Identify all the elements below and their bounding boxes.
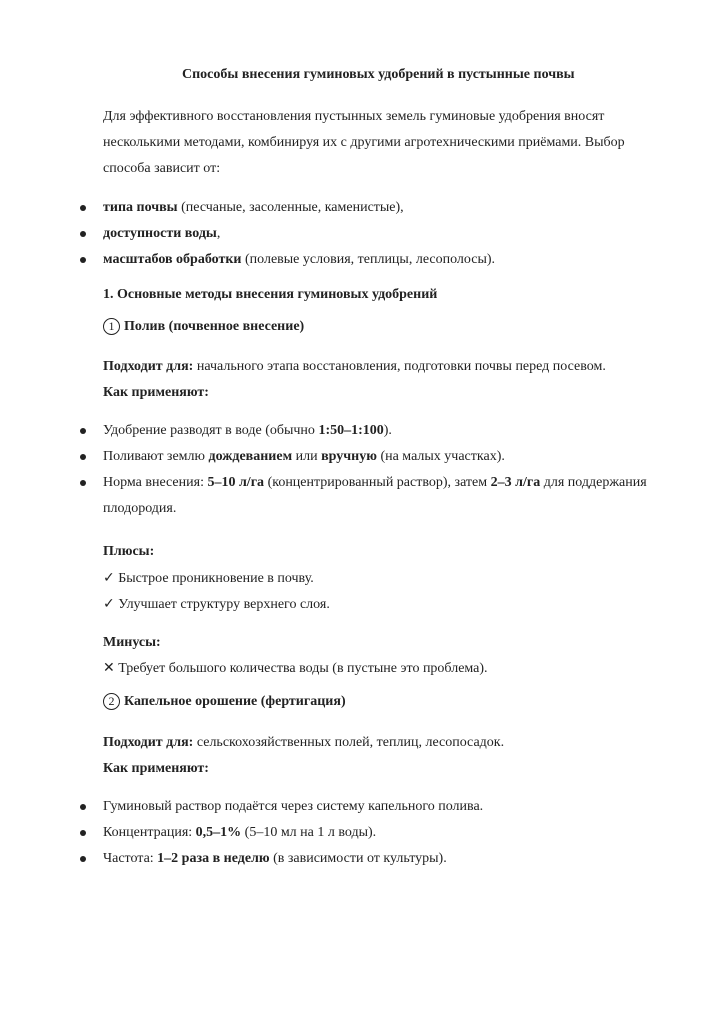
check-icon: ✓ (103, 570, 115, 586)
bullet-dot (80, 830, 86, 836)
factor-item: доступности воды, (103, 226, 221, 241)
document-title: Способы внесения гуминовых удобрений в пустынные почвы (182, 67, 575, 82)
bullet-dot (80, 856, 86, 862)
factor-item: масштабов обработки (полевые условия, теплицы, лесополосы). (103, 252, 496, 267)
intro-line-2: несколькими методами, комбинируя их с другими агротехническими приёмами. Выбор (103, 135, 625, 150)
intro-line-1: Для эффективного восстановления пустынных земель гуминовые удобрения вносят (103, 109, 605, 124)
method-1-step-continuation: плодородия. (103, 501, 177, 516)
method-1-step: Норма внесения: 5–10 л/га (концентрированный раствор), затем 2–3 л/га для поддержания (103, 475, 647, 490)
method-1-step: Поливают землю дождеванием или вручную (на малых участках). (103, 449, 505, 464)
bullet-dot (80, 454, 86, 460)
pros-label: Плюсы: (103, 544, 155, 559)
check-icon: ✓ (103, 596, 115, 612)
factor-item: типа почвы (песчаные, засоленные, каменистые), (103, 200, 404, 215)
bullet-dot (80, 804, 86, 810)
method-2-step: Гуминовый раствор подаётся через систему капельного полива. (103, 799, 484, 814)
method-2-suits: Подходит для: сельскохозяйственных полей, теплиц, лесопосадок. (103, 735, 505, 750)
method-1-heading: 1 Полив (почвенное внесение) (103, 317, 304, 337)
method-2-how-label: Как применяют: (103, 761, 209, 776)
bullet-dot (80, 428, 86, 434)
bullet-dot (80, 231, 86, 237)
method-1-step: Удобрение разводят в воде (обычно 1:50–1:100). (103, 423, 392, 438)
bullet-dot (80, 480, 86, 486)
bullet-dot (80, 205, 86, 211)
method-1-suits: Подходит для: начального этапа восстановления, подготовки почвы перед посевом. (103, 359, 606, 374)
method-2-step: Концентрация: 0,5–1% (5–10 мл на 1 л воды). (103, 825, 377, 840)
section-heading: 1. Основные методы внесения гуминовых удобрений (103, 287, 438, 302)
cons-label: Минусы: (103, 635, 161, 650)
pros-item: ✓ Улучшает структуру верхнего слоя. (103, 596, 330, 612)
circled-number-2: 2 (103, 693, 120, 710)
bullet-dot (80, 257, 86, 263)
circled-number-1: 1 (103, 318, 120, 335)
pros-item: ✓ Быстрое проникновение в почву. (103, 570, 314, 586)
cross-icon: ✕ (103, 660, 115, 676)
cons-item: ✕ Требует большого количества воды (в пустыне это проблема). (103, 660, 488, 676)
method-2-step: Частота: 1–2 раза в неделю (в зависимости от культуры). (103, 851, 447, 866)
intro-line-3: способа зависит от: (103, 161, 221, 176)
method-2-heading: 2 Капельное орошение (фертигация) (103, 692, 346, 712)
method-1-how-label: Как применяют: (103, 385, 209, 400)
